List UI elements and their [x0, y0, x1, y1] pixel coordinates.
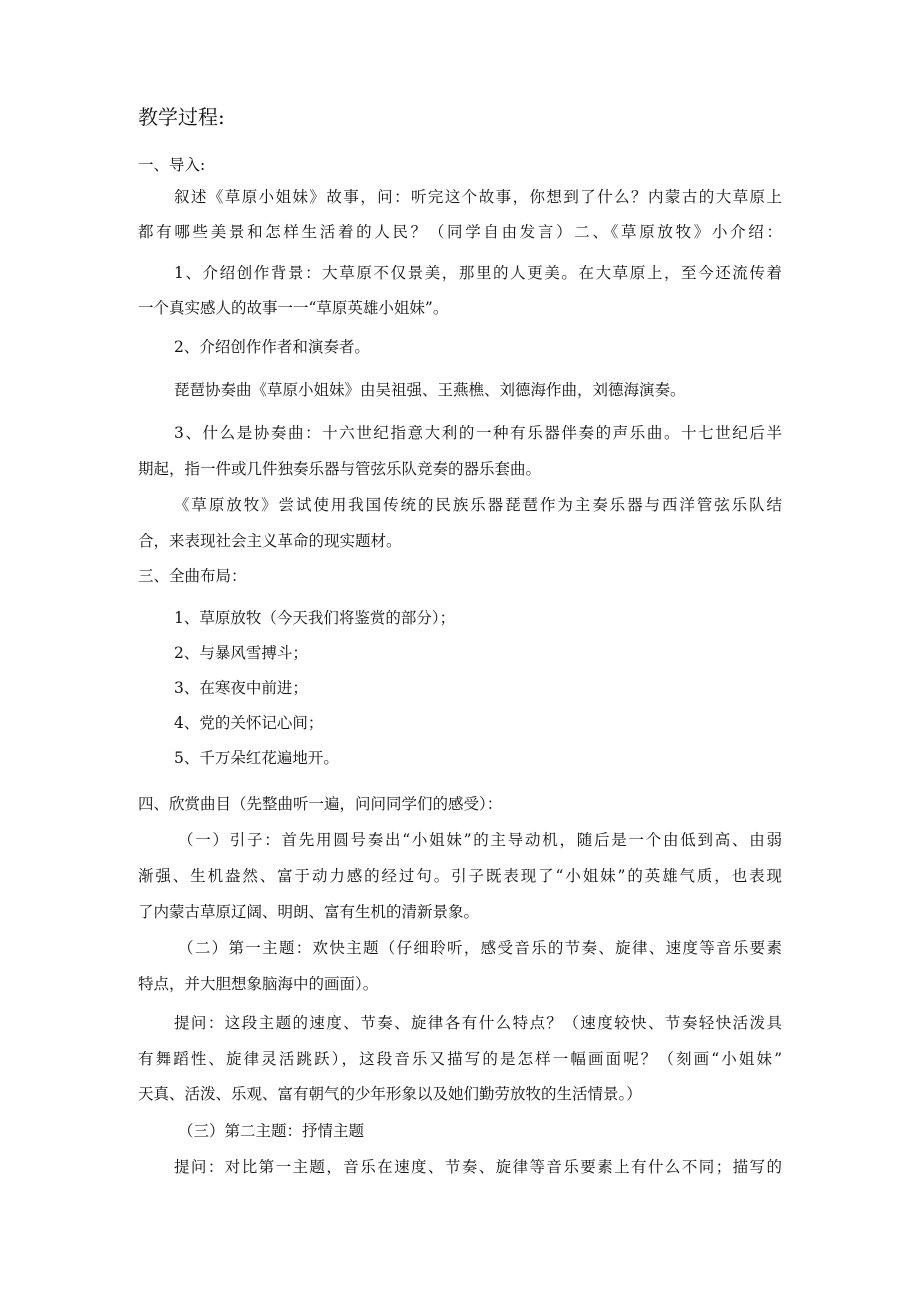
- paragraph-line: 渐强、生机盎然、富于动力感的经过句。引子既表现了“小姐妹”的英雄气质，也表现: [138, 867, 782, 885]
- paragraph-line: 有舞蹈性、旋律灵活跳跃），这段音乐又描写的是怎样一幅画面呢？（刻画“小姐妹”: [138, 1050, 782, 1068]
- section-heading: 一、导入:: [138, 156, 206, 174]
- list-item: 3、在寒夜中前进；: [174, 679, 308, 697]
- paragraph-line: 都有哪些美景和怎样生活着的人民？（同学自由发言）二、《草原放牧》小介绍：: [138, 223, 782, 241]
- paragraph-line: 《草原放牧》尝试使用我国传统的民族乐器琵琶作为主奏乐器与西洋管弦乐队结: [174, 496, 782, 514]
- list-item: 1、草原放牧（今天我们将鉴赏的部分）；: [174, 609, 456, 627]
- paragraph-line: 了内蒙古草原辽阔、明朗、富有生机的清新景象。: [138, 903, 480, 921]
- paragraph-line: 一个真实感人的故事一一“草原英雄小姐妹”。: [138, 299, 449, 317]
- paragraph-line: 叙述《草原小姐妹》故事，问：听完这个故事，你想到了什么？内蒙古的大草原上: [174, 188, 782, 206]
- list-item: 2、与暴风雪搏斗；: [174, 644, 308, 662]
- list-item: 5、千万朵红花遍地开。: [174, 749, 339, 767]
- paragraph-line: 提问：这段主题的速度、节奏、旋律各有什么特点？（速度较快、节奏轻快活泼具: [174, 1014, 782, 1032]
- paragraph-line: 期起，指一件或几件独奏乐器与管弦乐队竞奏的器乐套曲。: [138, 460, 542, 478]
- list-item: 4、党的关怀记心间；: [174, 714, 324, 732]
- paragraph-line: 2、介绍创作作者和演奏者。: [174, 338, 370, 356]
- paragraph-line: （三）第二主题：抒情主题: [178, 1122, 365, 1140]
- paragraph-line: （一）引子：首先用圆号奏出“小姐妹”的主导动机，随后是一个由低到高、由弱: [178, 831, 782, 849]
- section-heading: 三、全曲布局：: [138, 567, 247, 585]
- paragraph-line: 提问：对比第一主题，音乐在速度、节奏、旋律等音乐要素上有什么不同；描写的: [174, 1158, 782, 1176]
- paragraph-line: （二）第一主题：欢快主题（仔细聆听，感受音乐的节奏、旋律、速度等音乐要素: [178, 939, 782, 957]
- paragraph-line: 合，来表现社会主义革命的现实题材。: [138, 532, 402, 550]
- paragraph-line: 特点，并大胆想象脑海中的画面）。: [138, 975, 379, 993]
- section-heading: 四、欣赏曲目（先整曲听一遍，问问同学们的感受）：: [138, 795, 503, 813]
- paragraph-line: 天真、活泼、乐观、富有朝气的少年形象以及她们勤劳放牧的生活情景。）: [138, 1085, 642, 1103]
- paragraph-line: 1、介绍创作背景：大草原不仅景美，那里的人更美。在大草原上，至今还流传着: [174, 264, 782, 282]
- paragraph-line: 琵琶协奏曲《草原小姐妹》由吴祖强、王燕樵、刘德海作曲，刘德海演奏。: [174, 381, 686, 399]
- page-title: 教学过程:: [138, 105, 225, 129]
- paragraph-line: 3、什么是协奏曲：十六世纪指意大利的一种有乐器伴奏的声乐曲。十七世纪后半: [174, 424, 782, 442]
